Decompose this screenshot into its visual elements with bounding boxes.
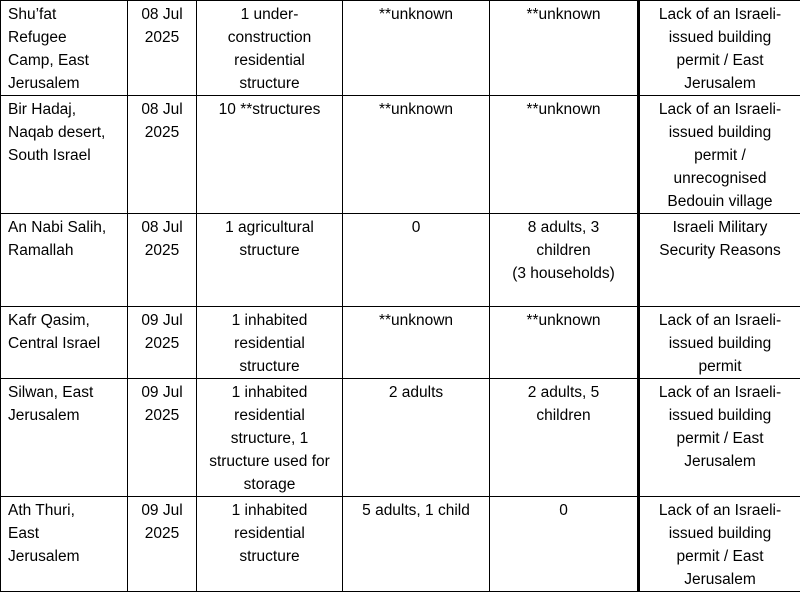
date-line: 08 Jul xyxy=(132,3,192,26)
date-cell xyxy=(128,1,197,96)
location-line: Kafr Qasim, xyxy=(8,309,123,332)
reason-line: Bedouin village xyxy=(644,190,796,213)
reason-line: Jerusalem xyxy=(644,450,796,473)
structures-line: residential xyxy=(201,522,338,545)
table-body xyxy=(1,1,800,592)
location-cell xyxy=(1,214,128,307)
table-row xyxy=(1,497,800,592)
location-line: Silwan, East xyxy=(8,381,123,404)
reason-cell xyxy=(639,497,800,592)
structures-line: 10 **structures xyxy=(201,98,338,121)
structures-line: 1 inhabited xyxy=(201,309,338,332)
location-cell xyxy=(1,96,128,214)
reason-line: Jerusalem xyxy=(644,568,796,591)
reason-line: Lack of an Israeli- xyxy=(644,3,796,26)
location-line: East xyxy=(8,522,123,545)
date-cell xyxy=(128,497,197,592)
structures-line: structure used for xyxy=(201,450,338,473)
date-line: 2025 xyxy=(132,522,192,545)
location-line: Shu’fat xyxy=(8,3,123,26)
affected-cell xyxy=(490,497,639,592)
date-line: 2025 xyxy=(132,26,192,49)
date-line: 2025 xyxy=(132,404,192,427)
reason-line: issued building xyxy=(644,404,796,427)
displaced-cell xyxy=(343,96,490,214)
date-cell xyxy=(128,96,197,214)
structures-line: structure, 1 xyxy=(201,427,338,450)
date-cell xyxy=(128,379,197,497)
table-row xyxy=(1,96,800,214)
location-line: Jerusalem xyxy=(8,545,123,568)
structures-cell xyxy=(197,379,343,497)
structures-line: 1 inhabited xyxy=(201,381,338,404)
affected-cell xyxy=(490,1,639,96)
affected-cell xyxy=(490,307,639,379)
date-line: 08 Jul xyxy=(132,216,192,239)
affected-line: children xyxy=(494,404,633,427)
reason-line: unrecognised xyxy=(644,167,796,190)
location-line: Camp, East xyxy=(8,49,123,72)
location-cell xyxy=(1,307,128,379)
location-line: Naqab desert, xyxy=(8,121,123,144)
reason-line: permit / xyxy=(644,144,796,167)
reason-line: permit / East xyxy=(644,545,796,568)
structures-line: 1 under- xyxy=(201,3,338,26)
displaced-cell xyxy=(343,497,490,592)
reason-line: Security Reasons xyxy=(644,239,796,262)
table-row xyxy=(1,214,800,307)
affected-line: (3 households) xyxy=(494,262,633,285)
affected-cell xyxy=(490,379,639,497)
date-line: 08 Jul xyxy=(132,98,192,121)
affected-cell xyxy=(490,214,639,307)
displaced-cell xyxy=(343,214,490,307)
structures-cell xyxy=(197,307,343,379)
reason-line: Jerusalem xyxy=(644,72,796,95)
affected-line: 8 adults, 3 xyxy=(494,216,633,239)
reason-cell xyxy=(639,307,800,379)
location-line: An Nabi Salih, xyxy=(8,216,123,239)
date-line: 09 Jul xyxy=(132,499,192,522)
date-line: 2025 xyxy=(132,121,192,144)
structures-line: construction xyxy=(201,26,338,49)
affected-line: **unknown xyxy=(494,98,633,121)
structures-line: structure xyxy=(201,72,338,95)
reason-cell xyxy=(639,379,800,497)
location-line: Jerusalem xyxy=(8,404,123,427)
displaced-cell xyxy=(343,1,490,96)
structures-line: structure xyxy=(201,239,338,262)
displaced-line: 0 xyxy=(347,216,485,239)
displaced-line: **unknown xyxy=(347,309,485,332)
table-row xyxy=(1,307,800,379)
displaced-line: **unknown xyxy=(347,3,485,26)
structures-line: structure xyxy=(201,355,338,378)
reason-cell xyxy=(639,214,800,307)
structures-line: 1 inhabited xyxy=(201,499,338,522)
location-cell xyxy=(1,1,128,96)
displaced-line: 5 adults, 1 child xyxy=(347,499,485,522)
location-line: Central Israel xyxy=(8,332,123,355)
reason-cell xyxy=(639,1,800,96)
structures-line: 1 agricultural xyxy=(201,216,338,239)
affected-line: **unknown xyxy=(494,309,633,332)
displaced-line: 2 adults xyxy=(347,381,485,404)
location-line: Jerusalem xyxy=(8,72,123,95)
reason-line: Lack of an Israeli- xyxy=(644,309,796,332)
affected-line: 0 xyxy=(494,499,633,522)
date-line: 2025 xyxy=(132,239,192,262)
table-row xyxy=(1,379,800,497)
reason-line: issued building xyxy=(644,26,796,49)
location-line: Refugee xyxy=(8,26,123,49)
structures-cell xyxy=(197,497,343,592)
structures-cell xyxy=(197,214,343,307)
displaced-line: **unknown xyxy=(347,98,485,121)
structures-cell xyxy=(197,96,343,214)
location-line: Ath Thuri, xyxy=(8,499,123,522)
reason-line: issued building xyxy=(644,332,796,355)
affected-line: children xyxy=(494,239,633,262)
reason-line: permit / East xyxy=(644,427,796,450)
displaced-cell xyxy=(343,307,490,379)
structures-line: residential xyxy=(201,332,338,355)
reason-cell xyxy=(639,96,800,214)
reason-line: permit xyxy=(644,355,796,378)
date-line: 09 Jul xyxy=(132,381,192,404)
reason-line: Israeli Military xyxy=(644,216,796,239)
location-cell xyxy=(1,379,128,497)
structures-line: structure xyxy=(201,545,338,568)
location-line: Ramallah xyxy=(8,239,123,262)
location-line: Bir Hadaj, xyxy=(8,98,123,121)
location-line: South Israel xyxy=(8,144,123,167)
reason-line: Lack of an Israeli- xyxy=(644,381,796,404)
date-cell xyxy=(128,214,197,307)
structures-line: residential xyxy=(201,49,338,72)
reason-line: issued building xyxy=(644,121,796,144)
reason-line: issued building xyxy=(644,522,796,545)
structures-line: storage xyxy=(201,473,338,496)
reason-line: Lack of an Israeli- xyxy=(644,499,796,522)
location-cell xyxy=(1,497,128,592)
structures-line: residential xyxy=(201,404,338,427)
affected-line: 2 adults, 5 xyxy=(494,381,633,404)
date-line: 2025 xyxy=(132,332,192,355)
reason-line: permit / East xyxy=(644,49,796,72)
structures-cell xyxy=(197,1,343,96)
affected-line: **unknown xyxy=(494,3,633,26)
date-cell xyxy=(128,307,197,379)
table-row xyxy=(1,1,800,96)
reason-line: Lack of an Israeli- xyxy=(644,98,796,121)
displaced-cell xyxy=(343,379,490,497)
date-line: 09 Jul xyxy=(132,309,192,332)
affected-cell xyxy=(490,96,639,214)
